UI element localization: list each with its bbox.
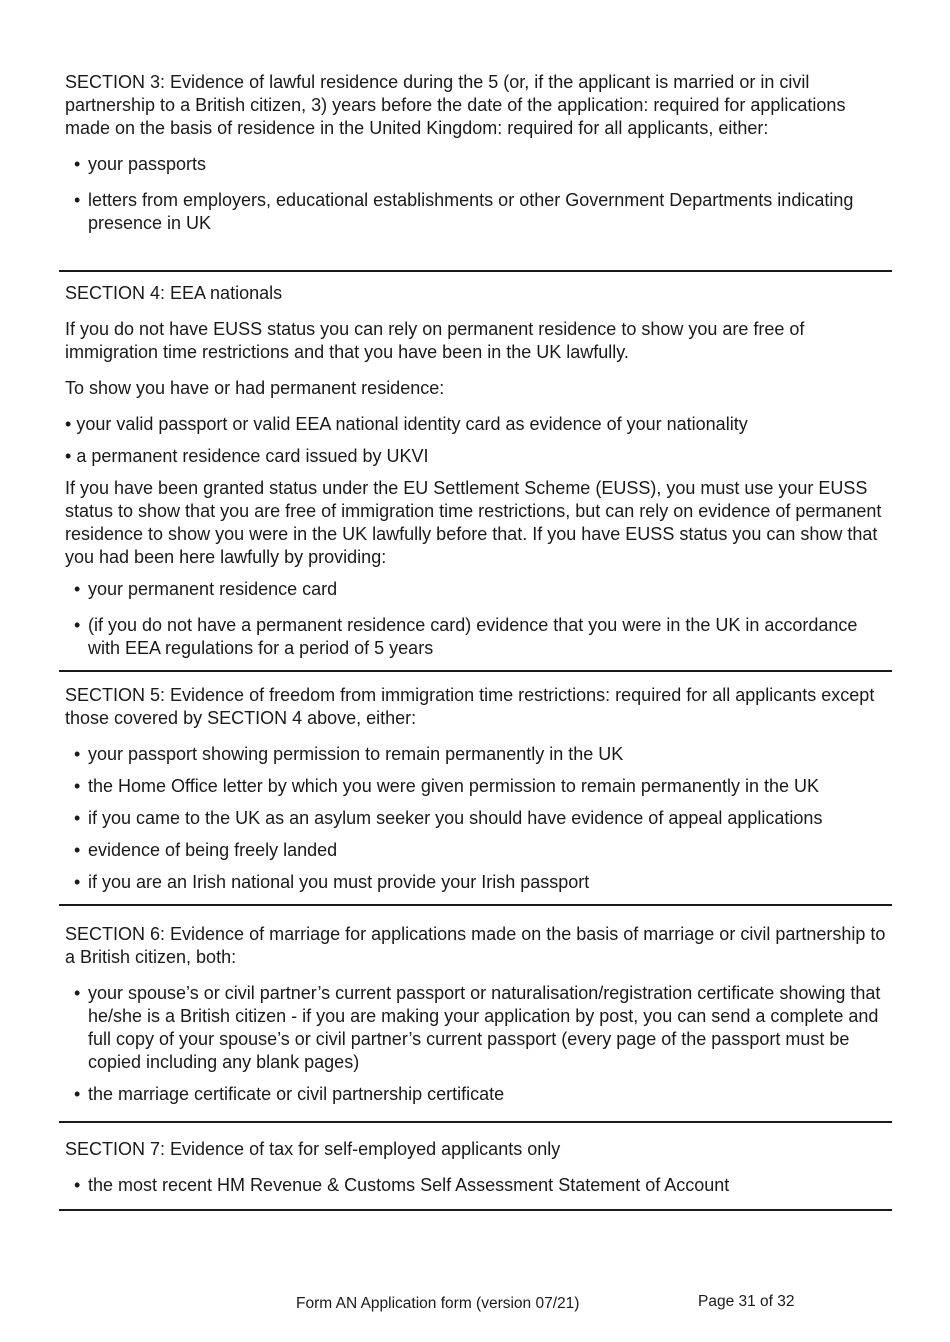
section-7-intro: SECTION 7: Evidence of tax for self-employed applicants only: [65, 1139, 561, 1159]
section-3-list: [65, 153, 887, 235]
bullet-icon: •: [65, 446, 72, 466]
list-item: • letters from employers, educational establishments or other Government Departments indicating presence in UK: [65, 189, 887, 235]
section-3-intro: SECTION 3: Evidence of lawful residence during the 5 (or, if the applicant is married or in civil partnership to a British citizen, 3) years before the date of the application: required for applications made on the basis of residence in the United Kingdom: required for all applicants, either:: [65, 72, 846, 138]
list-item: • the most recent HM Revenue & Customs Self Assessment Statement of Account: [65, 1174, 887, 1197]
section-5-list: [65, 743, 887, 894]
list-item: • if you are an Irish national you must provide your Irish passport: [65, 871, 887, 894]
list-item: • the Home Office letter by which you were given permission to remain permanently in the UK: [65, 775, 887, 798]
list-item: • your permanent residence card: [65, 578, 887, 601]
footer-form-label: Form AN Application form (version 07/21): [296, 1295, 580, 1312]
section-3: [60, 71, 892, 235]
list-item: • if you came to the UK as an asylum seeker you should have evidence of appeal applications: [65, 807, 887, 830]
section-divider: [59, 670, 892, 672]
section-4-paragraph: If you have been granted status under the EU Settlement Scheme (EUSS), you must use your EUSS status to show that you are free of immigration time restrictions, but can rely on evidence of permanent residence to show you were in the UK lawfully before that. If you have EUSS status you can show that you had been here lawfully by providing:: [65, 478, 882, 567]
list-item: • the marriage certificate or civil partnership certificate: [65, 1083, 887, 1106]
footer-page-number: Page 31 of 32: [698, 1293, 795, 1310]
section-4-paragraph: If you do not have EUSS status you can rely on permanent residence to show you are free of immigration time restrictions and that you have been in the UK lawfully.: [65, 319, 805, 362]
section-4-nationality-list: [65, 413, 887, 468]
section-7-list: [65, 1174, 887, 1197]
section-5-intro: SECTION 5: Evidence of freedom from immigration time restrictions: required for all applicants except those covered by SECTION 4 above, either:: [65, 685, 875, 728]
section-divider: [59, 904, 892, 906]
section-6-list: [65, 982, 887, 1106]
section-divider: [59, 1121, 892, 1123]
list-item: • your valid passport or valid EEA national identity card as evidence of your nationality: [65, 414, 748, 434]
section-4-list: [65, 578, 887, 660]
list-item: • your passport showing permission to remain permanently in the UK: [65, 743, 887, 766]
list-item: • a permanent residence card issued by UKVI: [65, 446, 429, 466]
list-item: • evidence of being freely landed: [65, 839, 887, 862]
section-6-intro: SECTION 6: Evidence of marriage for applications made on the basis of marriage or civil partnership to a British citizen, both:: [65, 924, 886, 967]
section-4: [60, 282, 892, 660]
section-divider: [59, 270, 892, 272]
section-4-paragraph: To show you have or had permanent residence:: [65, 378, 445, 398]
section-4-heading: SECTION 4: EEA nationals: [65, 283, 283, 303]
list-item: • your spouse’s or civil partner’s current passport or naturalisation/registration certificate showing that he/she is a British citizen - if you are making your application by post, you can send a complete and full copy of your spouse’s or civil partner’s current passport (every page of the passport must be copied including any blank pages): [65, 982, 887, 1074]
section-divider: [59, 1209, 892, 1211]
list-item: • your passports: [65, 153, 887, 176]
section-6: [60, 923, 892, 1106]
section-7: [60, 1138, 892, 1197]
bullet-icon: •: [65, 414, 72, 434]
section-5: [60, 684, 892, 894]
list-item: • (if you do not have a permanent residence card) evidence that you were in the UK in accordance with EEA regulations for a period of 5 years: [65, 614, 887, 660]
